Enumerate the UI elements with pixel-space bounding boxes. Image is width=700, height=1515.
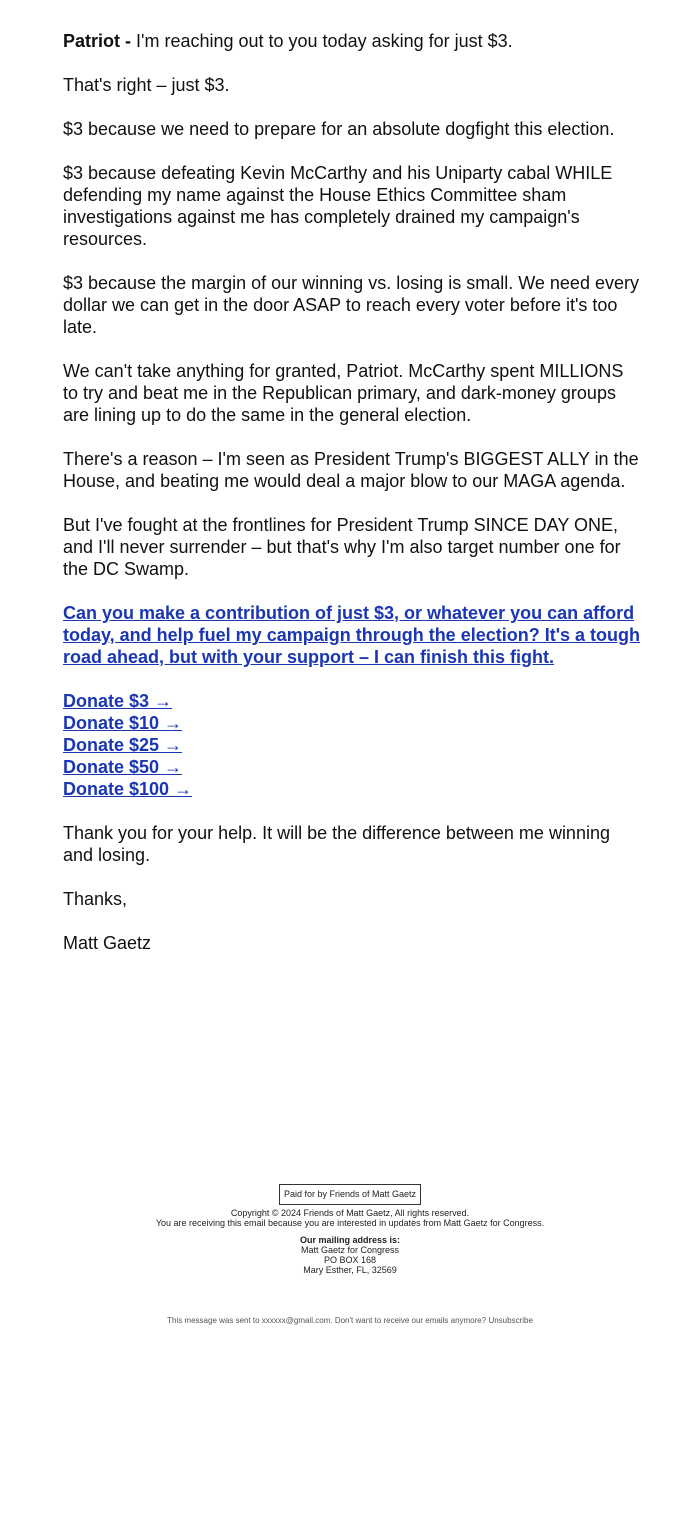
- unsubscribe-notice: [0, 1316, 700, 1326]
- mailing-address: [0, 1235, 700, 1275]
- paragraph-reason: There's a reason – I'm seen as President Trump's BIGGEST ALLY in the House, and beating me would deal a major blow to our MAGA agenda.: [63, 449, 639, 491]
- copyright-text: Copyright © 2024 Friends of Matt Gaetz, All rights reserved.: [230, 1208, 470, 1218]
- donate-25-link[interactable]: Donate $25 →: [63, 735, 183, 755]
- donate-3-link[interactable]: Donate $3 →: [63, 691, 173, 711]
- greeting-name: Patriot -: [63, 31, 132, 51]
- sent-to-text: This message was sent to xxxxxx@gmail.com. Don't want to receive our emails anymore?: [167, 1316, 487, 1325]
- paragraph-granted: We can't take anything for granted, Patriot. McCarthy spent MILLIONS to try and beat me in the Republican primary, and dark-money groups are lining up to do the same in the general election.: [63, 361, 624, 425]
- email-body: [63, 30, 643, 976]
- paragraph-frontlines: But I've fought at the frontlines for President Trump SINCE DAY ONE, and I'll never surrender – but that's why I'm also target number one for the DC Swamp.: [63, 515, 621, 579]
- paragraph-thank-you: Thank you for your help. It will be the difference between me winning and losing.: [63, 823, 610, 865]
- paragraph-intro: [63, 30, 643, 52]
- paragraph-cta: [63, 602, 643, 668]
- subscription-reason: You are receiving this email because you are interested in updates from Matt Gaetz for Congress.: [155, 1218, 545, 1228]
- mailing-address-line: Mary Esther, FL, 32569: [303, 1265, 397, 1275]
- paragraph-resources: $3 because defeating Kevin McCarthy and his Uniparty cabal WHILE defending my name against the House Ethics Committee sham investigations against me has completely drained my campaign's resources.: [63, 163, 613, 249]
- signature: Matt Gaetz: [63, 933, 152, 953]
- paragraph-just-three: That's right – just $3.: [63, 75, 230, 95]
- contribution-link[interactable]: Can you make a contribution of just $3, or whatever you can afford today, and help fuel my campaign through the election? It's a tough road ahead, but with your support – I can finish this fight.: [63, 603, 640, 667]
- mailing-address-line: PO BOX 168: [323, 1255, 377, 1265]
- unsubscribe-link[interactable]: Unsubscribe: [488, 1316, 533, 1325]
- paid-for-disclaimer: Paid for by Friends of Matt Gaetz: [279, 1184, 421, 1205]
- paragraph-margin: $3 because the margin of our winning vs. losing is small. We need every dollar we can get in the door ASAP to reach every voter before it's too late.: [63, 273, 639, 337]
- donate-100-link[interactable]: Donate $100 →: [63, 779, 193, 799]
- mailing-address-line: Matt Gaetz for Congress: [300, 1245, 400, 1255]
- paragraph-dogfight: $3 because we need to prepare for an absolute dogfight this election.: [63, 119, 615, 139]
- donate-10-link[interactable]: Donate $10 →: [63, 713, 183, 733]
- signoff: Thanks,: [63, 889, 128, 909]
- intro-text: I'm reaching out to you today asking for just $3.: [131, 31, 513, 51]
- email-footer: [0, 1184, 700, 1275]
- mailing-address-title: Our mailing address is:: [299, 1235, 401, 1245]
- donate-50-link[interactable]: Donate $50 →: [63, 757, 183, 777]
- donate-list: [63, 690, 643, 800]
